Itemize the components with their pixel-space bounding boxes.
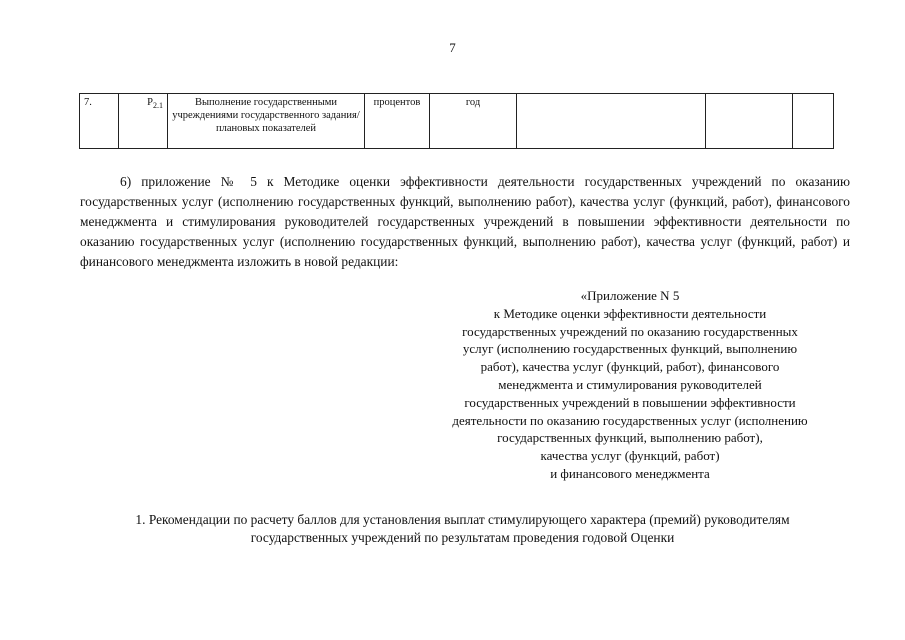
page-number: 7 bbox=[449, 40, 456, 55]
section-heading-line: 1. Рекомендации по расчету баллов для установления выплат стимулирующего характера (премий) руководителям bbox=[135, 512, 790, 527]
section-heading-line: государственных учреждений по результатам проведения годовой Оценки bbox=[250, 530, 675, 545]
amendment-paragraph: 6) приложение № 5 к Методике оценки эффективности деятельности государственных учреждений по оказанию государственных услуг (исполнению государственных функций, выполнению работ), качества услуг (функций, работ), финансового менеджмента и стимулирования руководителей государственных учреждений в повышении эффективности деятельности по оказанию государственных услуг (исполнению государственных функций, выполнению работ), качества услуг (функций, работ) и финансового менеджмента изложить в новой редакции: bbox=[80, 174, 850, 269]
appendix-line: и финансового менеджмента bbox=[550, 465, 710, 481]
appendix-line: государственных учреждений в повышении эффективности bbox=[464, 394, 796, 410]
appendix-line: государственных функций, выполнению работ), bbox=[497, 430, 763, 446]
empty-cell bbox=[793, 94, 834, 149]
appendix-header bbox=[420, 287, 840, 483]
table-row bbox=[80, 94, 834, 149]
empty-cell bbox=[706, 94, 793, 149]
appendix-line: государственных учреждений по оказанию государственных bbox=[462, 323, 798, 339]
unit-cell: процентов bbox=[365, 94, 430, 149]
indicator-name-cell: Выполнение государственными учреждениями государственного задания/плановых показателей bbox=[168, 94, 365, 149]
row-number-cell: 7. bbox=[80, 94, 119, 149]
appendix-line: к Методике оценки эффективности деятельности bbox=[493, 305, 767, 321]
indicator-code-subscript: 2.1 bbox=[153, 101, 163, 111]
period-cell: год bbox=[430, 94, 517, 149]
indicator-code: P bbox=[147, 97, 153, 108]
appendix-line: работ), качества услуг (функций, работ), финансового bbox=[480, 359, 780, 375]
section-heading bbox=[60, 511, 865, 547]
appendix-line: «Приложение N 5 bbox=[580, 288, 680, 303]
indicator-table bbox=[79, 93, 834, 149]
appendix-line: деятельности по оказанию государственных услуг (исполнению bbox=[452, 412, 808, 428]
appendix-line: услуг (исполнению государственных функций, выполнению bbox=[462, 341, 798, 357]
appendix-line: качества услуг (функций, работ) bbox=[540, 448, 720, 464]
appendix-line: менеджмента и стимулирования руководителей bbox=[498, 376, 762, 392]
empty-cell bbox=[517, 94, 706, 149]
indicator-code-cell bbox=[119, 94, 168, 149]
